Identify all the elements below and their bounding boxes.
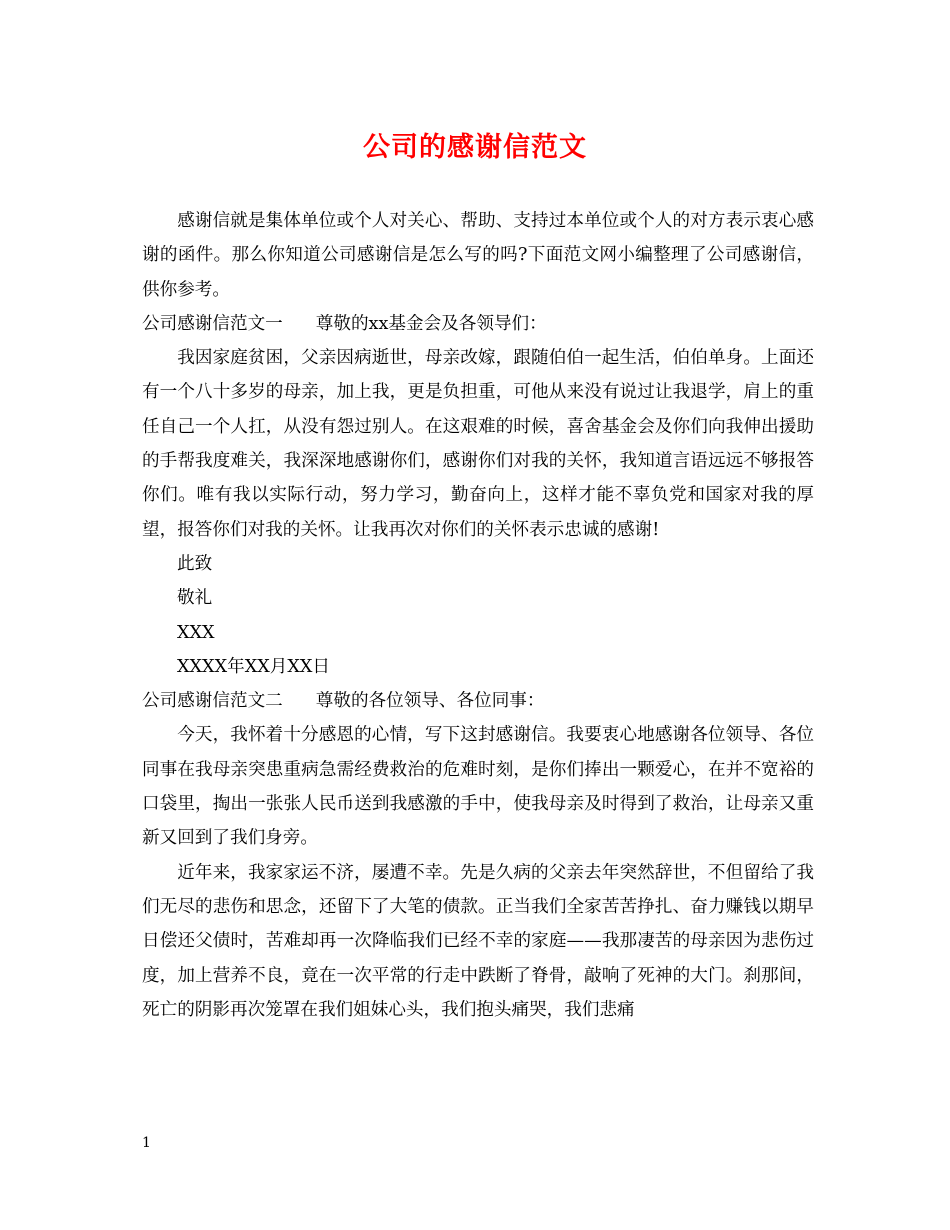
sample2-paragraph-1: 今天，我怀着十分感恩的心情，写下这封感谢信。我要衷心地感谢各位领导、各位同事在我母亲突患重病急需经费救治的危难时刻，是你们捧出一颗爱心，在并不宽裕的口袋里，掏出一张张人民币送到我感激的手中，使我母亲及时得到了救治，让母亲又重新又回到了我们身旁。 xyxy=(142,725,814,849)
sample1-salutation: 尊敬的xx基金会及各领导们： xyxy=(315,313,547,334)
intro-paragraph: 感谢信就是集体单位或个人对关心、帮助、支持过本单位或个人的对方表示衷心感谢的函件。那么你知道公司感谢信是怎么写的吗?下面范文网小编整理了公司感谢信，供你参考。 xyxy=(142,211,814,300)
sample1-closing-line1: 此致 xyxy=(177,553,213,574)
sample2-heading-line xyxy=(142,684,814,718)
sample1-heading-line xyxy=(142,307,814,341)
sample2-heading: 公司感谢信范文二 xyxy=(142,691,283,712)
document-body xyxy=(142,204,814,1027)
document-title: 公司的感谢信范文 xyxy=(363,132,587,163)
sample1-signature: XXX xyxy=(177,622,215,643)
sample1-body-paragraph: 我因家庭贫困，父亲因病逝世，母亲改嫁，跟随伯伯一起生活，伯伯单身。上面还有一个八十多岁的母亲，加上我，更是负担重，可他从来没有说过让我退学，肩上的重任自己一个人扛，从没有怨过别人。在这艰难的时候，喜舍基金会及你们向我伸出援助的手帮我度难关，我深深地感谢你们，感谢你们对我的关怀，我知道言语远远不够报答你们。唯有我以实际行动，努力学习，勤奋向上，这样才能不辜负党和国家对我的厚望，报答你们对我的关怀。让我再次对你们的关怀表示忠诚的感谢! xyxy=(142,348,814,540)
page-number: 1 xyxy=(142,1135,151,1151)
sample1-closing-line2: 敬礼 xyxy=(177,588,213,609)
sample2-salutation: 尊敬的各位领导、各位同事： xyxy=(315,691,545,712)
sample1-heading: 公司感谢信范文一 xyxy=(142,313,283,334)
sample2-paragraph-2: 近年来，我家家运不济，屡遭不幸。先是久病的父亲去年突然辞世，不但留给了我们无尽的悲伤和思念，还留下了大笔的债款。正当我们全家苦苦挣扎、奋力赚钱以期早日偿还父债时，苦难却再一次降临我们已经不幸的家庭——我那凄苦的母亲因为悲伤过度，加上营养不良，竟在一次平常的行走中跌断了脊骨，敲响了死神的大门。刹那间，死亡的阴影再次笼罩在我们姐妹心头，我们抱头痛哭，我们悲痛 xyxy=(142,862,814,1020)
sample1-date: XXXX年XX月XX日 xyxy=(177,656,330,677)
